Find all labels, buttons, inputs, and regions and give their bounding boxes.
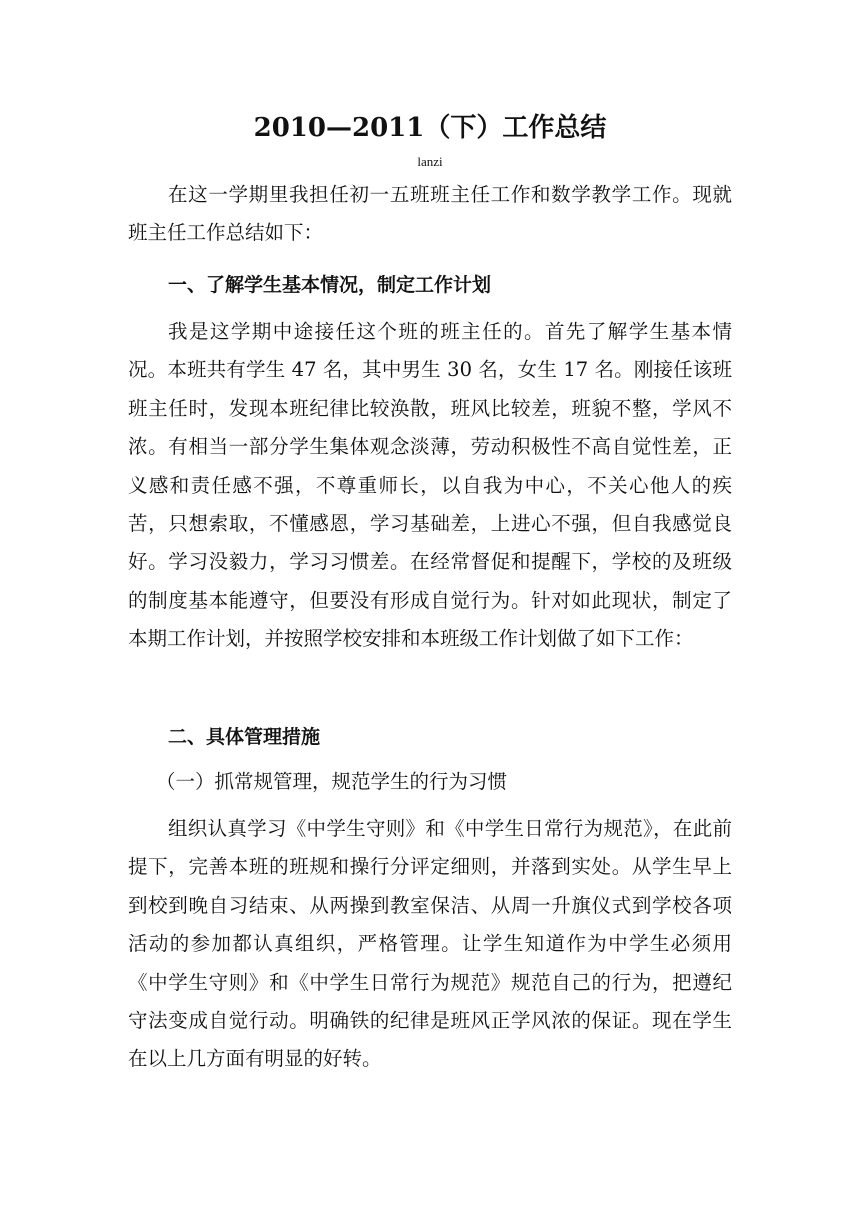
section-1-heading: 一、了解学生基本情况，制定工作计划 [168,274,492,296]
section-1-paragraph: 我是这学期中途接任这个班的班主任的。首先了解学生基本情况。本班共有学生 47 名，其中男生 30 名，女生 17 名。刚接任该班班主任时，发现本班纪律比较涣散，班风比较差，班貌不整，学风不浓。有相当一部分学生集体观念淡薄，劳动积极性不高自觉性差，正义感和责任感不强，不尊重师长，以自我为中心，不关心他人的疾苦，只想索取，不懂感恩，学习基础差，上进心不强，但自我感觉良好。学习没毅力，学习习惯差。在经常督促和提醒下，学校的及班级的制度基本能遵守，但要没有形成自觉行为。针对如此现状，制定了本期工作计划，并按照学校安排和本班级工作计划做了如下工作： [128,320,732,651]
section-2-paragraph: 组织认真学习《中学生守则》和《中学生日常行为规范》，在此前提下，完善本班的班规和操行分评定细则，并落到实处。从学生早上到校到晚自习结束、从两操到教室保洁、从周一升旗仪式到学校各项活动的参加都认真组织，严格管理。让学生知道作为中学生必须用《中学生守则》和《中学生日常行为规范》规范自己的行为，把遵纪守法变成自觉行动。明确铁的纪律是班风正学风浓的保证。现在学生在以上几方面有明显的好转。 [128,817,732,1071]
section-2-subheading: （一）抓常规管理，规范学生的行为习惯 [156,770,508,793]
section-2-heading: 二、具体管理措施 [168,726,321,748]
intro-paragraph: 在这一学期里我担任初一五班班主任工作和数学教学工作。现就班主任工作总结如下： [128,183,732,245]
document-title: 2010—2011（下）工作总结 [253,113,607,143]
document-author: lanzi [417,154,443,169]
